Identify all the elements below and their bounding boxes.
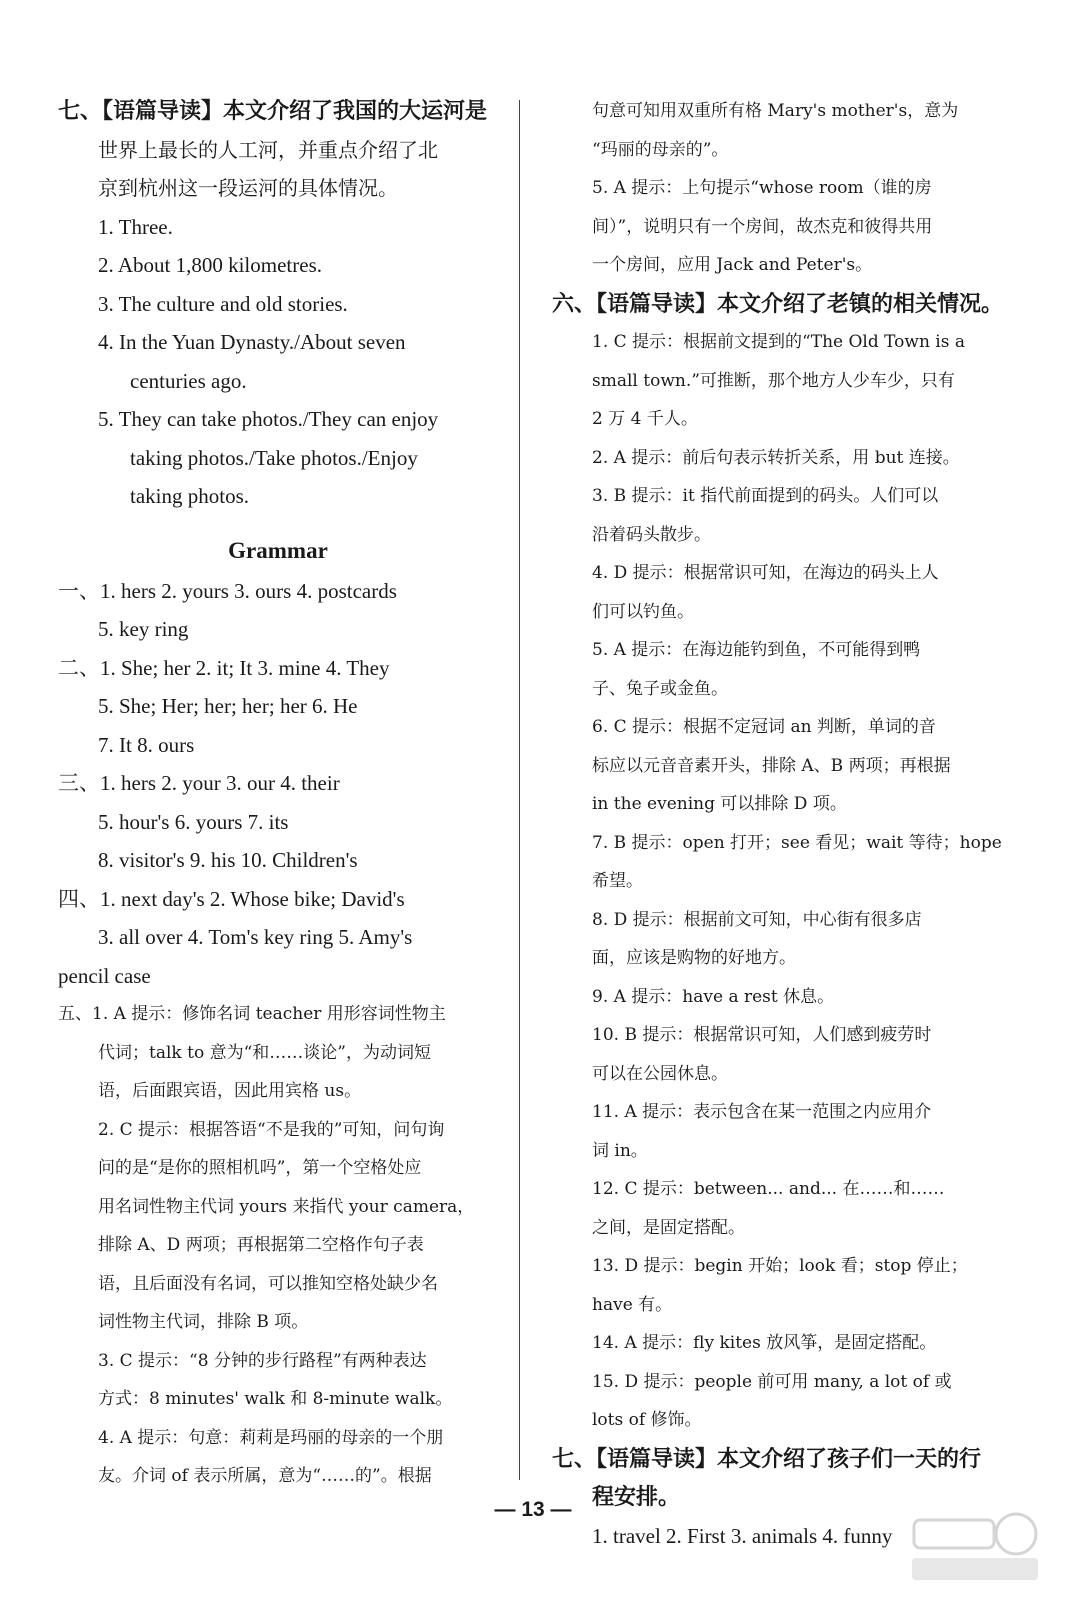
- answer-line: 1. travel 2. First 3. animals 4. funny: [592, 1523, 893, 1548]
- hint-line: 2. A 提示：前后句表示转折关系，用 but 连接。: [592, 447, 960, 468]
- hint-line: 方式：8 minutes' walk 和 8-minute walk。: [98, 1389, 453, 1409]
- hint-line: in the evening 可以排除 D 项。: [592, 794, 847, 814]
- hint-line: 语，后面跟宾语，因此用宾格 us。: [98, 1081, 362, 1101]
- answer-line: 5. key ring: [98, 617, 189, 641]
- hint-line: 13. D 提示：begin 开始；look 看；stop 停止；: [592, 1256, 968, 1276]
- right-column: [552, 92, 1004, 1555]
- hint-line: 沿着码头散步。: [592, 524, 711, 545]
- hint-line: 9. A 提示：have a rest 休息。: [592, 986, 835, 1007]
- answer-line: 3. The culture and old stories.: [98, 291, 348, 316]
- hint-line: 2 万 4 千人。: [592, 409, 698, 429]
- hint-line: 希望。: [592, 871, 643, 891]
- hint-line: 1. C 提示：根据前文提到的“The Old Town is a: [592, 332, 965, 352]
- answer-line: 7. It 8. ours: [98, 732, 195, 757]
- hint-line: 面，应该是购物的好地方。: [592, 948, 796, 968]
- hint-line: lots of 修饰。: [592, 1410, 702, 1430]
- hint-line: 11. A 提示：表示包含在某一范围之内应用介: [592, 1102, 932, 1122]
- hint-line: 3. C 提示：“8 分钟的步行路程”有两种表达: [98, 1350, 427, 1371]
- section-heading: 六、【语篇导读】本文介绍了老镇的相关情况。: [552, 290, 1004, 317]
- answer-line: 4. In the Yuan Dynasty./About seven: [98, 330, 406, 354]
- answer-line: centuries ago.: [130, 368, 247, 393]
- answer-line: 8. visitor's 9. his 10. Children's: [98, 848, 358, 872]
- hint-line: 代词；talk to 意为“和……谈论”，为动词短: [98, 1042, 431, 1063]
- hint-line: 5. A 提示：上句提示“whose room（谁的房: [592, 178, 932, 198]
- hint-line: 6. C 提示：根据不定冠词 an 判断，单词的音: [592, 717, 936, 737]
- answer-line: 1. Three.: [98, 214, 173, 239]
- answer-line: 3. all over 4. Tom's key ring 5. Amy's: [98, 925, 413, 949]
- hint-line: small town.”可推断，那个地方人少车少，只有: [592, 370, 955, 391]
- text-line: 京到杭州这一段运河的具体情况。: [98, 176, 398, 200]
- hint-line: 子、兔子或金鱼。: [592, 678, 728, 699]
- hint-line: 句意可知用双重所有格 Mary's mother's，意为: [592, 101, 959, 121]
- hint-line: 五、1. A 提示：修饰名词 teacher 用形容词性物主: [58, 1004, 446, 1024]
- section-heading: 七、【语篇导读】本文介绍了我国的大运河是: [58, 98, 488, 124]
- answer-line: 5. They can take photos./They can enjoy: [98, 407, 439, 431]
- answer-line: taking photos.: [130, 484, 249, 508]
- section-heading: 七、【语篇导读】本文介绍了孩子们一天的行: [552, 1445, 982, 1472]
- hint-line: 词 in。: [592, 1140, 648, 1161]
- hint-line: 可以在公园休息。: [592, 1063, 728, 1084]
- text-line: 程安排。: [592, 1484, 681, 1510]
- grammar-title: Grammar: [228, 537, 328, 563]
- hint-line: 们可以钓鱼。: [592, 601, 694, 622]
- answer-line: pencil case: [58, 963, 151, 988]
- answer-line: 二、1. She; her 2. it; It 3. mine 4. They: [58, 655, 390, 680]
- hint-line: 之间，是固定搭配。: [592, 1217, 745, 1238]
- hint-line: 间）”，说明只有一个房间，故杰克和彼得共用: [592, 216, 933, 237]
- hint-line: 用名词性物主代词 yours 来指代 your camera，: [98, 1196, 475, 1217]
- hint-line: 15. D 提示：people 前可用 many, a lot of 或: [592, 1371, 952, 1392]
- text-line: 世界上最长的人工河，并重点介绍了北: [98, 137, 438, 162]
- hint-line: 一个房间，应用 Jack and Peter's。: [592, 255, 873, 275]
- hint-line: 10. B 提示：根据常识可知，人们感到疲劳时: [592, 1025, 932, 1045]
- hint-line: 12. C 提示：between... and... 在……和……: [592, 1179, 945, 1199]
- hint-line: 友。介词 of 表示所属，意为“……的”。根据: [98, 1466, 432, 1486]
- hint-line: 标应以元音音素开头，排除 A、B 两项；再根据: [592, 755, 951, 776]
- answer-line: taking photos./Take photos./Enjoy: [130, 445, 418, 470]
- hint-line: 问的是“是你的照相机吗”，第一个空格处应: [98, 1158, 422, 1178]
- column-divider: [519, 100, 520, 1480]
- hint-line: 4. D 提示：根据常识可知，在海边的码头上人: [592, 563, 939, 583]
- answer-line: 2. About 1,800 kilometres.: [98, 253, 322, 277]
- watermark-logo: [904, 1506, 1044, 1586]
- hint-line: 7. B 提示：open 打开；see 看见；wait 等待；hope: [592, 832, 1002, 853]
- hint-line: 词性物主代词，排除 B 项。: [98, 1312, 309, 1332]
- hint-line: 排除 A、D 两项；再根据第二空格作句子表: [98, 1235, 424, 1255]
- hint-line: 8. D 提示：根据前文可知，中心街有很多店: [592, 909, 922, 930]
- answer-line: 5. hour's 6. yours 7. its: [98, 809, 289, 834]
- hint-line: 5. A 提示：在海边能钓到鱼，不可能得到鸭: [592, 640, 921, 660]
- hint-line: “玛丽的母亲的”。: [592, 139, 729, 160]
- left-column: [58, 92, 498, 1496]
- hint-line: 语，且后面没有名词，可以推知空格处缺少名: [98, 1273, 438, 1294]
- answer-line: 三、1. hers 2. your 3. our 4. their: [58, 771, 340, 795]
- answer-line: 5. She; Her; her; her; her 6. He: [98, 694, 358, 718]
- answer-line: 一、1. hers 2. yours 3. ours 4. postcards: [58, 578, 397, 603]
- hint-line: 14. A 提示：fly kites 放风筝，是固定搭配。: [592, 1333, 937, 1353]
- hint-line: 2. C 提示：根据答语“不是我的”可知，问句询: [98, 1119, 445, 1140]
- answer-line: 四、1. next day's 2. Whose bike; David's: [58, 886, 405, 911]
- page-number: — 13 —: [494, 1498, 572, 1521]
- hint-line: 4. A 提示：句意：莉莉是玛丽的母亲的一个朋: [98, 1427, 444, 1448]
- hint-line: have 有。: [592, 1294, 673, 1315]
- hint-line: 3. B 提示：it 指代前面提到的码头。人们可以: [592, 486, 939, 506]
